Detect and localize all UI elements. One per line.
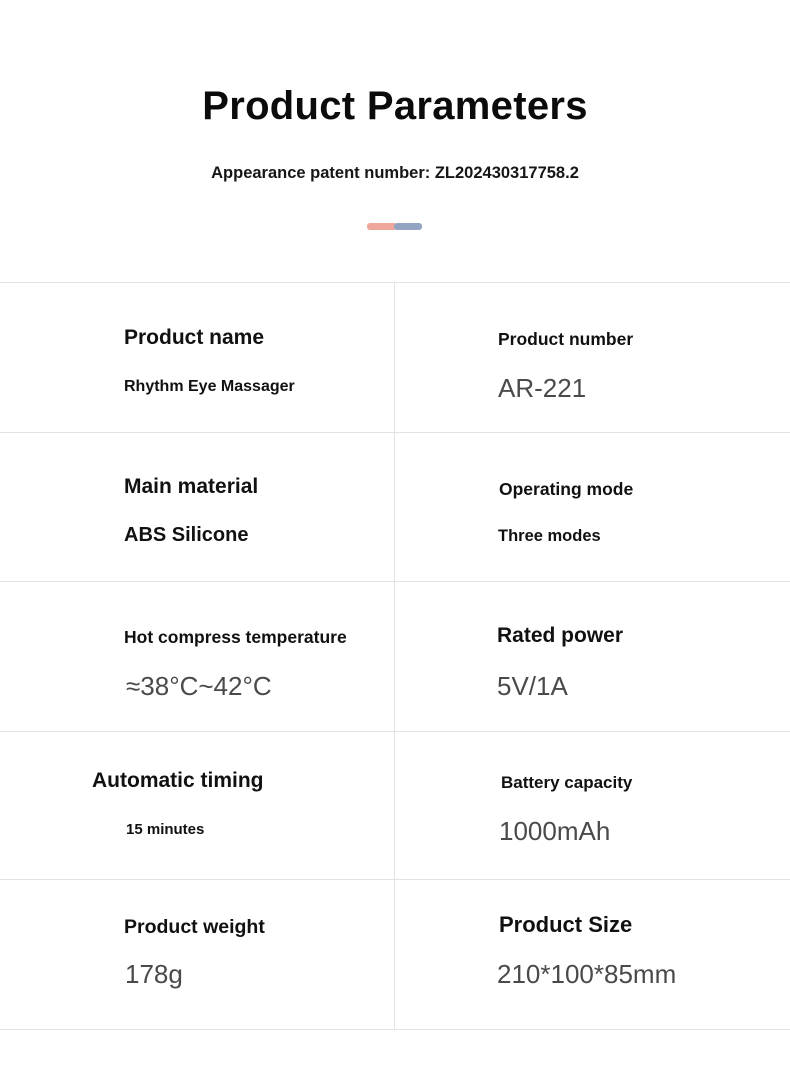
hot-compress-temperature-value: ≈38°C~42°C xyxy=(126,671,272,701)
rated-power-value: 5V/1A xyxy=(497,671,568,701)
page-title: Product Parameters xyxy=(202,84,588,128)
battery-capacity-value: 1000mAh xyxy=(499,816,611,846)
row-divider xyxy=(0,432,790,433)
parameters-table xyxy=(0,282,790,1030)
automatic-timing-label: Automatic timing xyxy=(92,769,264,792)
row-divider xyxy=(0,581,790,582)
battery-capacity-label: Battery capacity xyxy=(501,773,633,792)
product-number-value: AR-221 xyxy=(498,373,587,403)
product-weight-label: Product weight xyxy=(124,916,265,938)
product-size-label: Product Size xyxy=(499,912,633,937)
operating-mode-value: Three modes xyxy=(498,527,601,545)
column-divider xyxy=(394,282,395,1030)
main-material-value: ABS Silicone xyxy=(124,524,249,546)
product-size-value: 210*100*85mm xyxy=(497,959,677,989)
automatic-timing-value: 15 minutes xyxy=(126,821,205,838)
operating-mode-label: Operating mode xyxy=(499,479,634,499)
product-name-value: Rhythm Eye Massager xyxy=(124,378,295,395)
product-number-label: Product number xyxy=(498,329,634,349)
main-material-label: Main material xyxy=(124,475,259,498)
row-divider xyxy=(0,1029,790,1030)
product-name-label: Product name xyxy=(124,326,265,349)
hot-compress-temperature-label: Hot compress temperature xyxy=(124,627,347,647)
product-weight-value: 178g xyxy=(125,959,183,989)
row-divider xyxy=(0,731,790,732)
accent-bar-left xyxy=(367,223,397,230)
accent-bar-right xyxy=(394,223,422,230)
patent-number: Appearance patent number: ZL202430317758.2 xyxy=(211,164,579,182)
rated-power-label: Rated power xyxy=(497,624,624,647)
row-divider xyxy=(0,879,790,880)
row-divider xyxy=(0,282,790,283)
